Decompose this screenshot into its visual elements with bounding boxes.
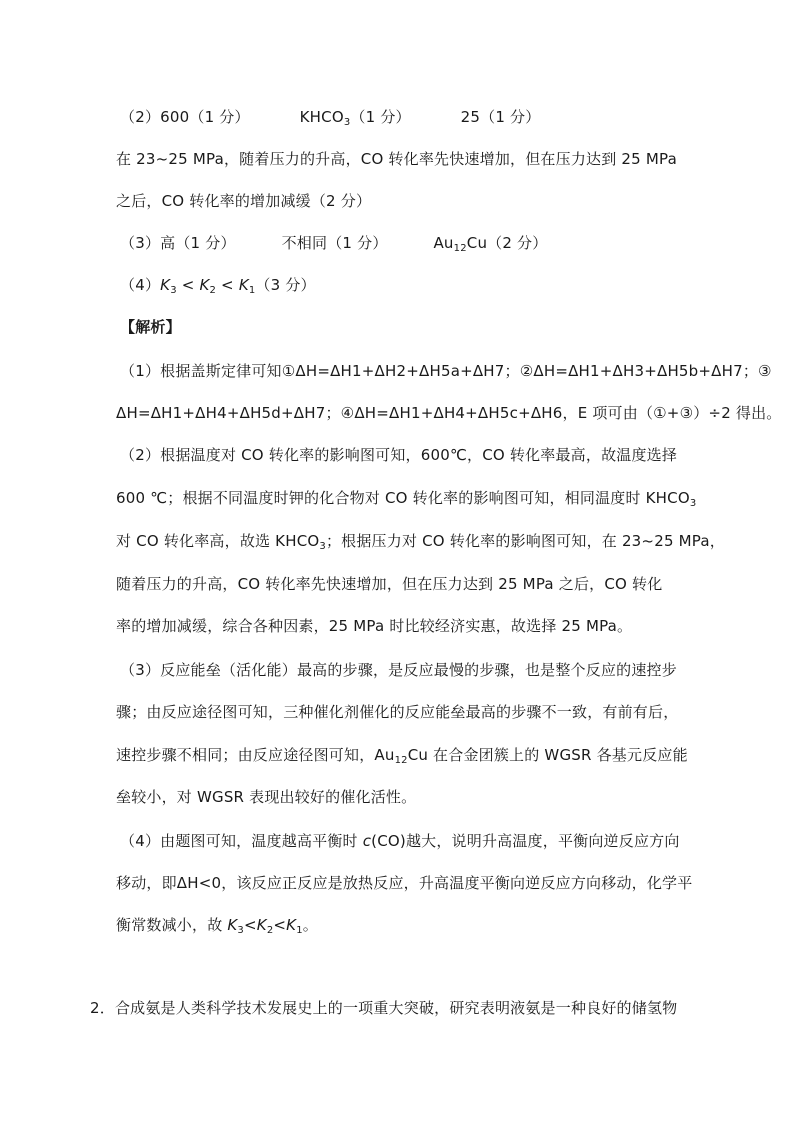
analysis-1-line-1: （1）根据盖斯定律可知①ΔH=ΔH1+ΔH2+ΔH5a+ΔH7；②ΔH=ΔH1+ΔH3+ΔH5b+ΔH7；③ xyxy=(120,362,772,380)
analysis-3-line-3: 速控步骤不相同；由反应途径图可知，$Au_{12}Cu$ 在合金团簇上的 WGSR 各基元反应能 xyxy=(116,746,688,766)
answer-2-value-2: $KHCO_3(1$ 分） xyxy=(299,108,411,128)
analysis-1-line-2: ΔH=ΔH1+ΔH4+ΔH5d+ΔH7；④ΔH=ΔH1+ΔH4+ΔH5c+ΔH6，E 项可由（①+③）÷2 得出。 xyxy=(116,404,782,422)
analysis-4-line-2: 移动，即ΔH<0，该反应正反应是放热反应，升高温度平衡向逆反应方向移动，化学平 xyxy=(116,874,693,892)
answer-4-number: （4） xyxy=(120,276,161,294)
analysis-2-line-1: （2）根据温度对 CO 转化率的影响图可知，600℃，CO 转化率最高，故温度选择 xyxy=(120,446,678,464)
answer-4-expression: $K_3 < K_2 < K_1$ xyxy=(160,276,256,296)
analysis-3-line-1: （3）反应能垒（活化能）最高的步骤，是反应最慢的步骤，也是整个反应的速控步 xyxy=(120,661,677,679)
answer-3-value-1: 高（1 分） xyxy=(160,234,236,252)
answer-4-score: （3 分） xyxy=(255,276,316,294)
question-2-text: 2．合成氨是人类科学技术发展史上的一项重大突破，研究表明液氨是一种良好的储氢物 xyxy=(90,999,678,1017)
answer-3-value-2: 不相同（1 分） xyxy=(281,234,388,252)
analysis-2-line-3: 对 CO 转化率高，故选 $KHCO_3$；根据压力对 CO 转化率的影响图可知，在 23~25 MPa， xyxy=(116,532,725,552)
analysis-3-line-2: 骤；由反应途径图可知，三种催化剂催化的反应能垒最高的步骤不一致，有前有后， xyxy=(116,703,679,721)
analysis-heading: 【解析】 xyxy=(120,318,181,336)
analysis-2-line-4: 随着压力的升高，CO 转化率先快速增加，但在压力达到 25 MPa 之后，CO 转化 xyxy=(116,575,663,593)
answer-2-value-3: 25（1 分） xyxy=(460,108,541,126)
answer-4-line xyxy=(120,275,316,295)
answer-3-number: （3） xyxy=(120,234,161,252)
answer-2-explain-line-2: 之后，CO 转化率的增加减缓（2 分） xyxy=(116,192,372,210)
answer-2-value-1: 600（1 分） xyxy=(160,108,250,126)
answer-3-line xyxy=(120,233,547,253)
answer-3-value-3: $Au_{12}Cu(2$ 分） xyxy=(433,234,548,254)
analysis-2-line-2: 600 ℃；根据不同温度时钾的化合物对 CO 转化率的影响图可知，相同温度时 $KHCO_3$ xyxy=(116,489,697,509)
analysis-2-line-5: 率的增加减缓，综合各种因素，25 MPa 时比较经济实惠，故选择 25 MPa。 xyxy=(116,617,633,635)
answer-2-line xyxy=(120,107,540,127)
analysis-4-line-1: （4）由题图可知，温度越高平衡时 c(CO)越大，说明升高温度，平衡向逆反应方向 xyxy=(120,832,680,850)
answer-2-number: （2） xyxy=(120,108,161,126)
answer-2-explain-line-1: 在 23~25 MPa，随着压力的升高，CO 转化率先快速增加，但在压力达到 25 MPa xyxy=(116,150,677,168)
analysis-3-line-4: 垒较小，对 WGSR 表现出较好的催化活性。 xyxy=(116,788,417,806)
analysis-4-line-3: 衡常数减小，故 $K_3<K_2<K_1$。 xyxy=(116,916,318,936)
